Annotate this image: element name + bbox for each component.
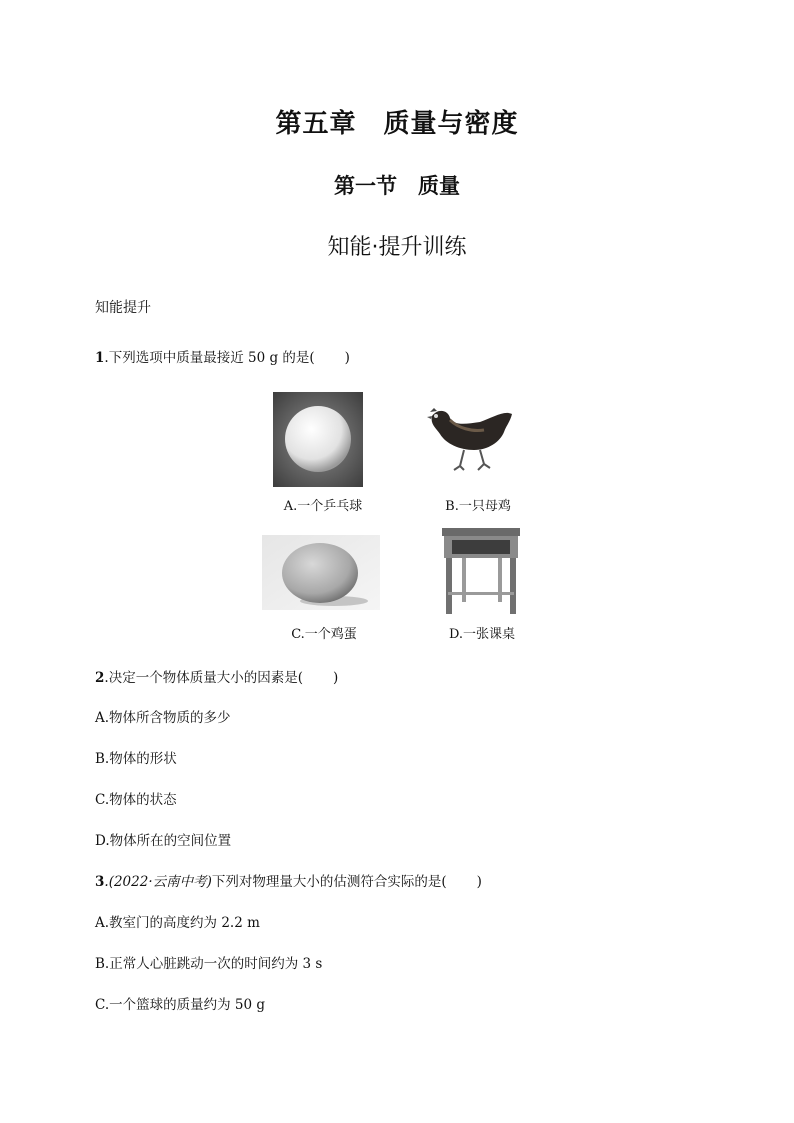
option-d: D.物体所在的空间位置 [95, 833, 232, 849]
question-number: 3 [95, 874, 105, 890]
question-close: ) [344, 350, 350, 366]
section-label: 知能提升 [95, 300, 151, 316]
question-close: ) [476, 874, 482, 890]
question-text: .决定一个物体质量大小的因素是( [104, 670, 303, 686]
question-number: 1 [95, 350, 105, 366]
question-number: 2 [95, 670, 105, 686]
option-b: B.正常人心脏跳动一次的时间约为 3 s [95, 956, 323, 972]
question-text: 下列对物理量大小的估测符合实际的是( [211, 874, 447, 890]
egg-photo [262, 535, 380, 614]
option-c: C.物体的状态 [95, 792, 177, 808]
hen-photo [424, 404, 516, 478]
option-a: A.教室门的高度约为 2.2 m [95, 915, 260, 931]
question-3 [95, 870, 482, 890]
section-title: 第一节 质量 [334, 174, 460, 198]
option-a: A.物体所含物质的多少 [95, 710, 231, 726]
figure-caption-b: B.一只母鸡 [445, 499, 511, 514]
option-c: C.一个篮球的质量约为 50 g [95, 997, 266, 1013]
question-1 [95, 346, 350, 366]
option-b: B.物体的形状 [95, 751, 177, 767]
chapter-title: 第五章 质量与密度 [275, 109, 519, 139]
figure-caption-d: D.一张课桌 [448, 627, 516, 642]
exercise-title: 知能·提升训练 [327, 235, 467, 260]
figure-caption-a: A.一个乒乓球 [283, 499, 363, 514]
question-text: .下列选项中质量最接近 50 g 的是( [104, 350, 315, 366]
question-close: ) [332, 670, 339, 686]
ping-pong-ball-photo [273, 392, 363, 491]
desk-photo [440, 526, 522, 620]
question-2 [95, 666, 338, 686]
question-source: .(2022·云南中考) [104, 874, 212, 890]
figure-caption-c: C.一个鸡蛋 [291, 627, 357, 642]
